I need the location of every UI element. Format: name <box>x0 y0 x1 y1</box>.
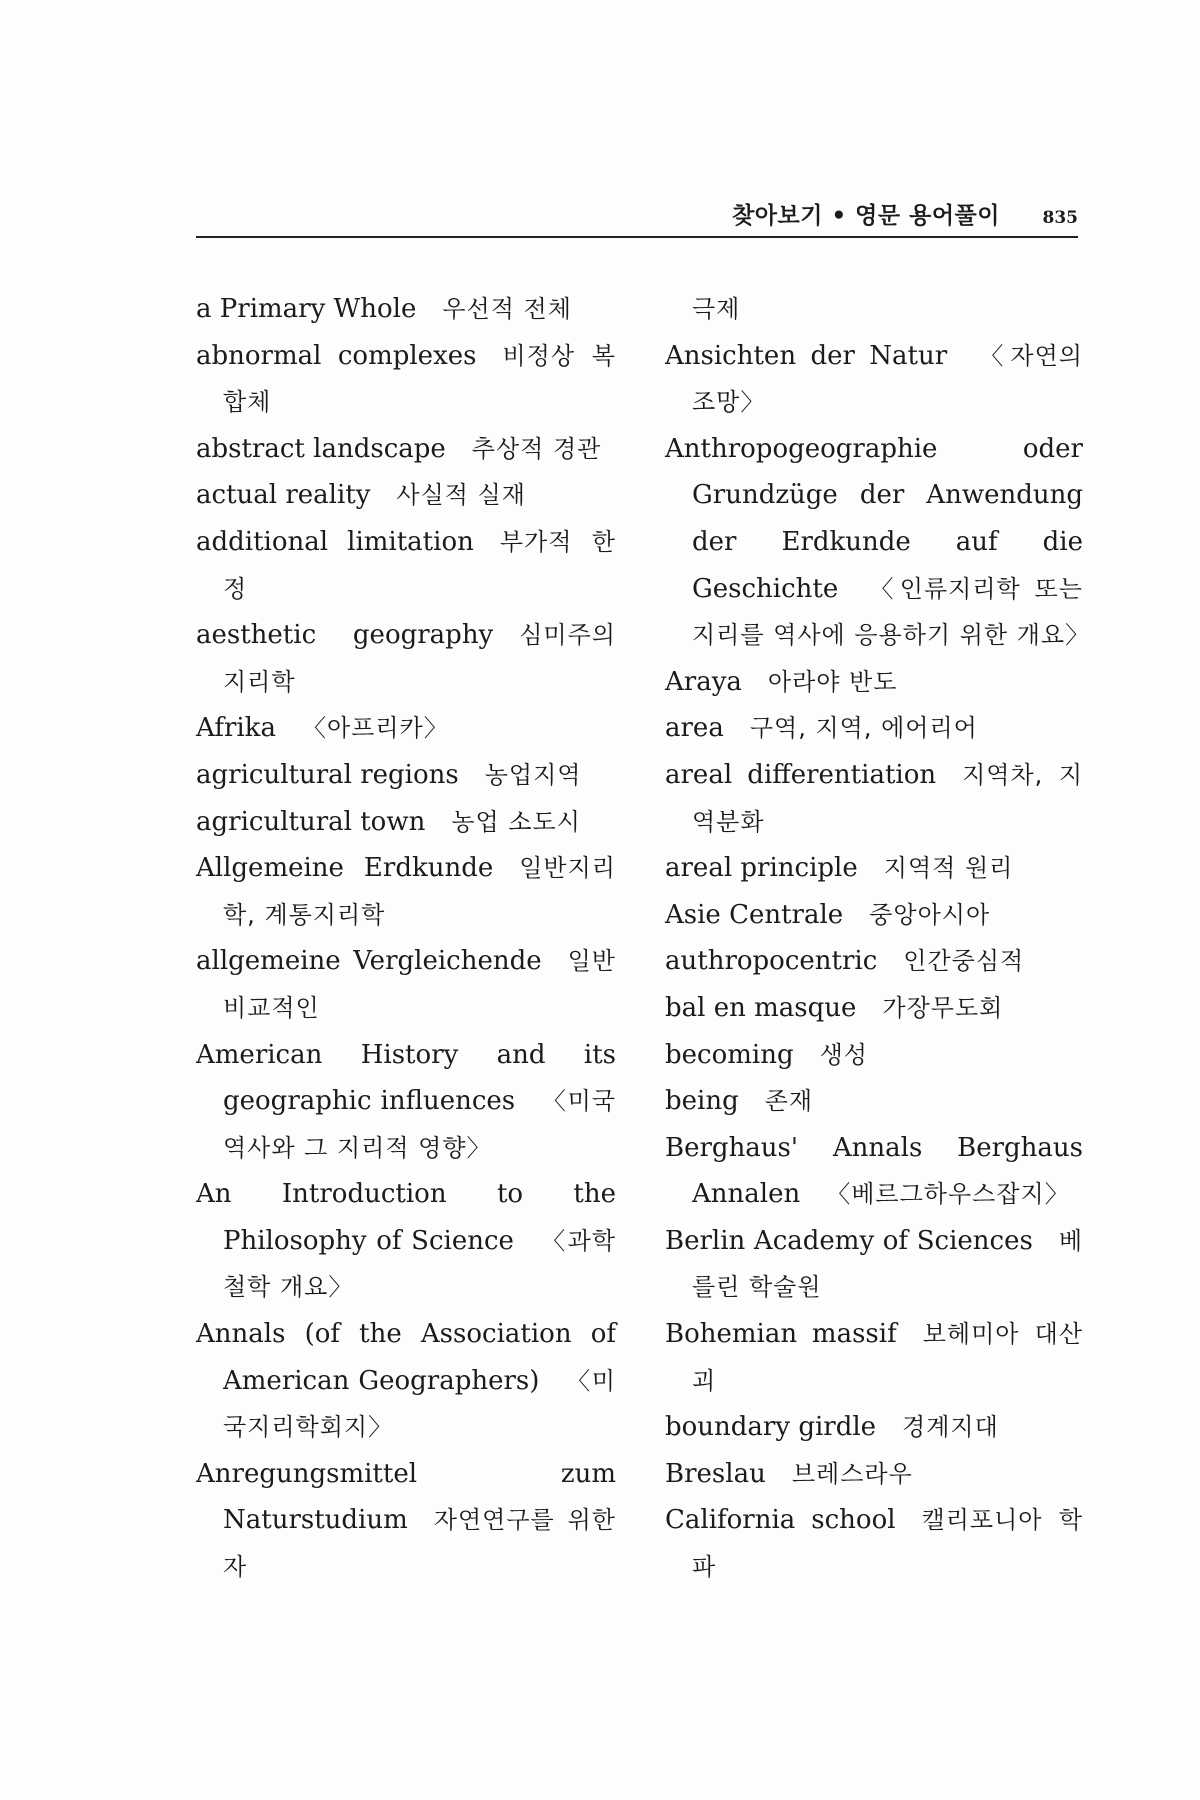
entry-korean-translation: 보헤미아 대산괴 <box>692 1320 1084 1395</box>
glossary-entry <box>665 845 1083 892</box>
glossary-entry <box>196 472 616 519</box>
glossary-entry <box>665 985 1083 1032</box>
glossary-entry <box>196 752 616 799</box>
glossary-entry <box>196 705 616 752</box>
glossary-entry <box>196 612 616 705</box>
entry-term: actual reality <box>196 480 371 511</box>
glossary-entry <box>196 799 616 846</box>
entry-korean-translation: 자연연구를 위한 자 <box>223 1506 616 1582</box>
glossary-entry <box>665 1218 1083 1311</box>
entry-korean-translation: 사실적 실재 <box>396 481 526 510</box>
entry-term: areal differentiation <box>665 759 937 790</box>
entry-term: Asie Centrale <box>665 899 844 930</box>
glossary-entry <box>665 938 1083 985</box>
entry-korean-translation: 경계지대 <box>902 1413 999 1442</box>
entry-korean-translation: 심미주의 지리학 <box>223 621 616 696</box>
entry-term: Annals (of the Association of American Geographers) <box>196 1319 616 1396</box>
entry-korean-translation: 농업지역 <box>484 760 582 789</box>
entry-korean-translation: 농업 소도시 <box>451 807 581 836</box>
entry-term: abnormal complexes <box>196 340 477 371</box>
glossary-entry <box>665 1125 1083 1218</box>
entry-term: Allgemeine Erdkunde <box>196 853 494 884</box>
glossary-entry <box>665 426 1091 659</box>
glossary-entry <box>665 659 1083 706</box>
entry-korean-translation: 인간중심적 <box>903 947 1025 976</box>
entry-korean-translation: 〈아프리카〉 <box>301 714 449 743</box>
entry-term: Bohemian massif <box>665 1319 897 1350</box>
entry-korean-translation: 구역, 지역, 에어리어 <box>749 714 978 743</box>
glossary-entry <box>196 1032 616 1172</box>
entry-korean-translation: 부가적 한정 <box>223 527 616 603</box>
entry-term: a Primary Whole <box>196 294 417 324</box>
entry-term: additional limitation <box>196 526 474 557</box>
entry-term: allgemeine Vergleichende <box>196 946 542 977</box>
entry-term: American History and its geographic influences <box>196 1039 616 1117</box>
entry-korean-translation: 일반지리학, 계통지리학 <box>223 854 616 929</box>
glossary-entry <box>665 1311 1083 1404</box>
entry-term: aesthetic geography <box>196 620 494 651</box>
glossary-entry <box>196 286 616 333</box>
entry-term: Anregungsmittel zum Naturstudium <box>196 1458 616 1536</box>
entry-korean-translation: 추상적 경관 <box>471 434 602 463</box>
entry-korean-translation: 〈과학철학 개요〉 <box>223 1226 617 1302</box>
entry-korean-translation: 〈미국역사와 그 지리적 영향〉 <box>223 1087 617 1162</box>
entry-term: Berghaus' Annals Berghaus Annalen <box>665 1132 1083 1210</box>
entry-korean-translation: 중앙아시아 <box>869 900 991 929</box>
glossary-entry <box>665 892 1083 939</box>
glossary-entry <box>665 1078 1083 1125</box>
glossary-entry <box>196 519 616 612</box>
entry-term: becoming <box>665 1039 794 1070</box>
entry-korean-translation: 베를린 학술원 <box>692 1226 1083 1302</box>
entry-korean-translation: 〈베르그하우스잡지〉 <box>826 1180 1070 1209</box>
page-number: 835 <box>1042 208 1078 228</box>
entry-term: agricultural town <box>196 806 426 837</box>
entry-term: being <box>665 1086 739 1117</box>
entry-korean-translation: 브레스라우 <box>791 1459 913 1488</box>
entry-korean-translation: 〈인류지리학 또는 지리를 역사에 응용하기 위한 개요〉 <box>692 574 1091 650</box>
entry-korean-translation: 존재 <box>764 1087 814 1116</box>
glossary-entry <box>665 1451 1083 1498</box>
entry-term: Ansichten der Natur <box>665 340 948 371</box>
glossary-entry <box>665 705 1083 752</box>
glossary-entry <box>196 1171 616 1311</box>
entry-term: boundary girdle <box>665 1412 877 1443</box>
entry-korean-translation: 〈자연의 조망〉 <box>692 341 1083 417</box>
glossary-entry <box>665 1404 1083 1451</box>
entry-term: agricultural regions <box>196 759 459 790</box>
glossary-entry <box>196 333 616 426</box>
glossary-column-left <box>196 286 616 1591</box>
entry-korean-translation: 생성 <box>819 1040 868 1069</box>
entry-term: California school <box>665 1505 896 1536</box>
entry-korean-translation: 아라야 반도 <box>767 667 898 696</box>
header-title: 찾아보기 • 영문 용어풀이 <box>732 203 1000 229</box>
glossary-column-right <box>665 286 1091 1591</box>
entry-korean-translation: 일반 비교적인 <box>223 947 616 1022</box>
entry-korean-translation: 〈미국지리학회지〉 <box>223 1366 616 1442</box>
glossary-entry <box>196 845 616 938</box>
entry-term: Afrika <box>196 713 276 744</box>
glossary-entry <box>196 1451 616 1591</box>
entry-korean-translation: 우선적 전체 <box>442 295 572 323</box>
glossary-entry <box>665 1032 1083 1079</box>
entry-term: Araya <box>665 666 742 697</box>
entry-korean-translation: 극제 <box>692 295 741 323</box>
glossary-entry <box>196 938 616 1031</box>
entry-korean-translation: 가장무도회 <box>882 993 1004 1022</box>
entry-term: abstract landscape <box>196 433 446 464</box>
running-header <box>196 196 1078 238</box>
glossary-entry <box>665 333 1083 426</box>
entry-term: Anthropogeographie oder Grundzüge der Anwendung der Erdkunde auf die Geschichte <box>665 433 1083 604</box>
glossary-entry <box>665 1497 1083 1590</box>
entry-korean-translation: 비정상 복합체 <box>223 341 616 417</box>
glossary-entry <box>196 426 616 473</box>
entry-term: authropocentric <box>665 946 878 977</box>
glossary-entry <box>665 752 1083 845</box>
glossary-entry <box>196 1311 616 1451</box>
entry-term: Breslau <box>665 1458 766 1489</box>
entry-term: An Introduction to the Philosophy of Science <box>196 1179 616 1256</box>
entry-term: Berlin Academy of Sciences <box>665 1225 1033 1256</box>
entry-term: area <box>665 713 724 744</box>
glossary-entry <box>665 286 1083 333</box>
entry-term: bal en masque <box>665 992 857 1023</box>
entry-korean-translation: 지역차, 지역분화 <box>692 760 1084 836</box>
entry-korean-translation: 지역적 원리 <box>883 854 1014 883</box>
entry-term: areal principle <box>665 853 858 884</box>
entry-korean-translation: 캘리포니아 학파 <box>692 1506 1083 1582</box>
